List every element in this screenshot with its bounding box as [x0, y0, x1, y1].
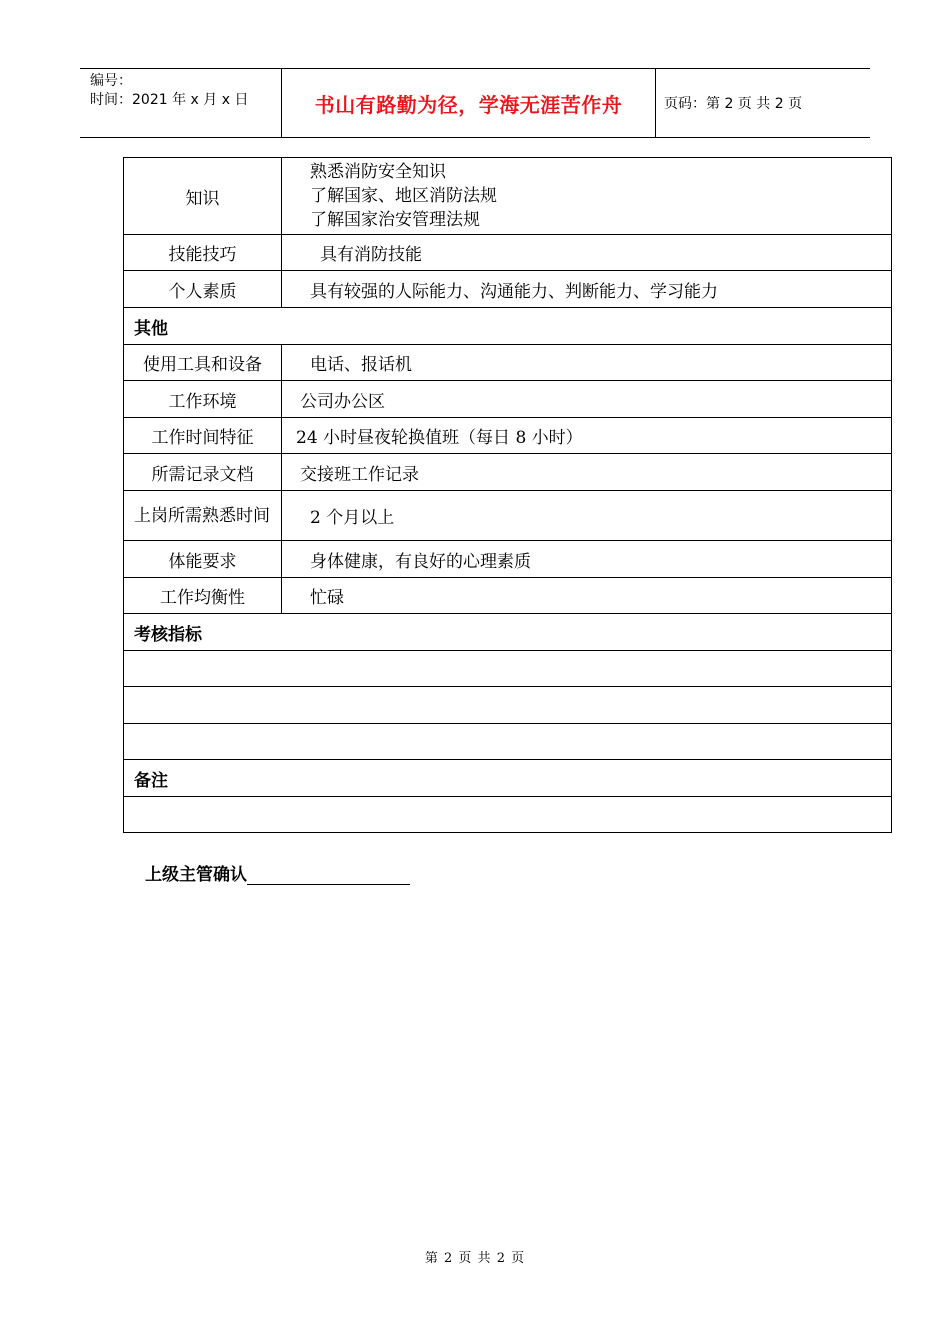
table-row-skills — [124, 235, 892, 271]
table-row-quality — [124, 271, 892, 308]
header-page-info-cell — [656, 69, 870, 137]
empty-cell — [124, 797, 892, 833]
familiarization-value: 2 个月以上 — [282, 491, 892, 541]
empty-cell — [124, 724, 892, 760]
header-motto-cell — [282, 69, 656, 137]
section-other: 其他 — [124, 308, 892, 345]
page-footer: 第 2 页 共 2 页 — [424, 1251, 526, 1266]
section-assessment: 考核指标 — [124, 614, 892, 651]
table-row-knowledge — [124, 158, 892, 235]
table-row-empty — [124, 724, 892, 760]
page-info: 页码：第 2 页 共 2 页 — [664, 96, 803, 112]
skills-value: 具有消防技能 — [282, 235, 892, 271]
table-row-section-other — [124, 308, 892, 345]
section-remarks: 备注 — [124, 760, 892, 797]
supervisor-confirmation — [145, 860, 410, 885]
table-row-familiarization — [124, 491, 892, 541]
table-row-environment — [124, 381, 892, 418]
work-time-value: 24 小时昼夜轮换值班（每日 8 小时） — [282, 418, 892, 454]
table-row-work-time — [124, 418, 892, 454]
table-row-physical — [124, 541, 892, 578]
knowledge-line: 了解国家、地区消防法规 — [310, 186, 497, 206]
work-time-label: 工作时间特征 — [124, 418, 282, 454]
job-spec-table — [123, 157, 892, 833]
environment-value: 公司办公区 — [282, 381, 892, 418]
table-row-empty — [124, 687, 892, 724]
knowledge-line: 熟悉消防安全知识 — [310, 162, 446, 182]
table-row-empty — [124, 797, 892, 833]
table-row-balance — [124, 578, 892, 614]
supervisor-confirmation-label: 上级主管确认 — [145, 865, 247, 885]
page-header — [80, 68, 870, 138]
skills-label: 技能技巧 — [124, 235, 282, 271]
familiarization-label: 上岗所需熟悉时间 — [124, 491, 282, 541]
tools-label: 使用工具和设备 — [124, 345, 282, 381]
signature-line — [247, 866, 410, 885]
documents-value: 交接班工作记录 — [282, 454, 892, 491]
table-row-section-remarks — [124, 760, 892, 797]
balance-label: 工作均衡性 — [124, 578, 282, 614]
time-label: 时间：2021 年 x 月 x 日 — [90, 92, 249, 108]
documents-label: 所需记录文档 — [124, 454, 282, 491]
header-meta — [80, 69, 282, 137]
table-row-empty — [124, 651, 892, 687]
tools-value: 电话、报话机 — [282, 345, 892, 381]
quality-value: 具有较强的人际能力、沟通能力、判断能力、学习能力 — [282, 271, 892, 308]
table-row-section-assessment — [124, 614, 892, 651]
code-label: 编号： — [90, 73, 132, 89]
quality-label: 个人素质 — [124, 271, 282, 308]
motto-text: 书山有路勤为径，学海无涯苦作舟 — [314, 92, 623, 117]
physical-label: 体能要求 — [124, 541, 282, 578]
knowledge-line: 了解国家治安管理法规 — [310, 210, 480, 230]
empty-cell — [124, 687, 892, 724]
empty-cell — [124, 651, 892, 687]
physical-value: 身体健康，有良好的心理素质 — [282, 541, 892, 578]
balance-value: 忙碌 — [282, 578, 892, 614]
knowledge-label: 知识 — [124, 158, 282, 235]
environment-label: 工作环境 — [124, 381, 282, 418]
knowledge-value — [282, 158, 892, 235]
table-row-documents — [124, 454, 892, 491]
table-row-tools — [124, 345, 892, 381]
